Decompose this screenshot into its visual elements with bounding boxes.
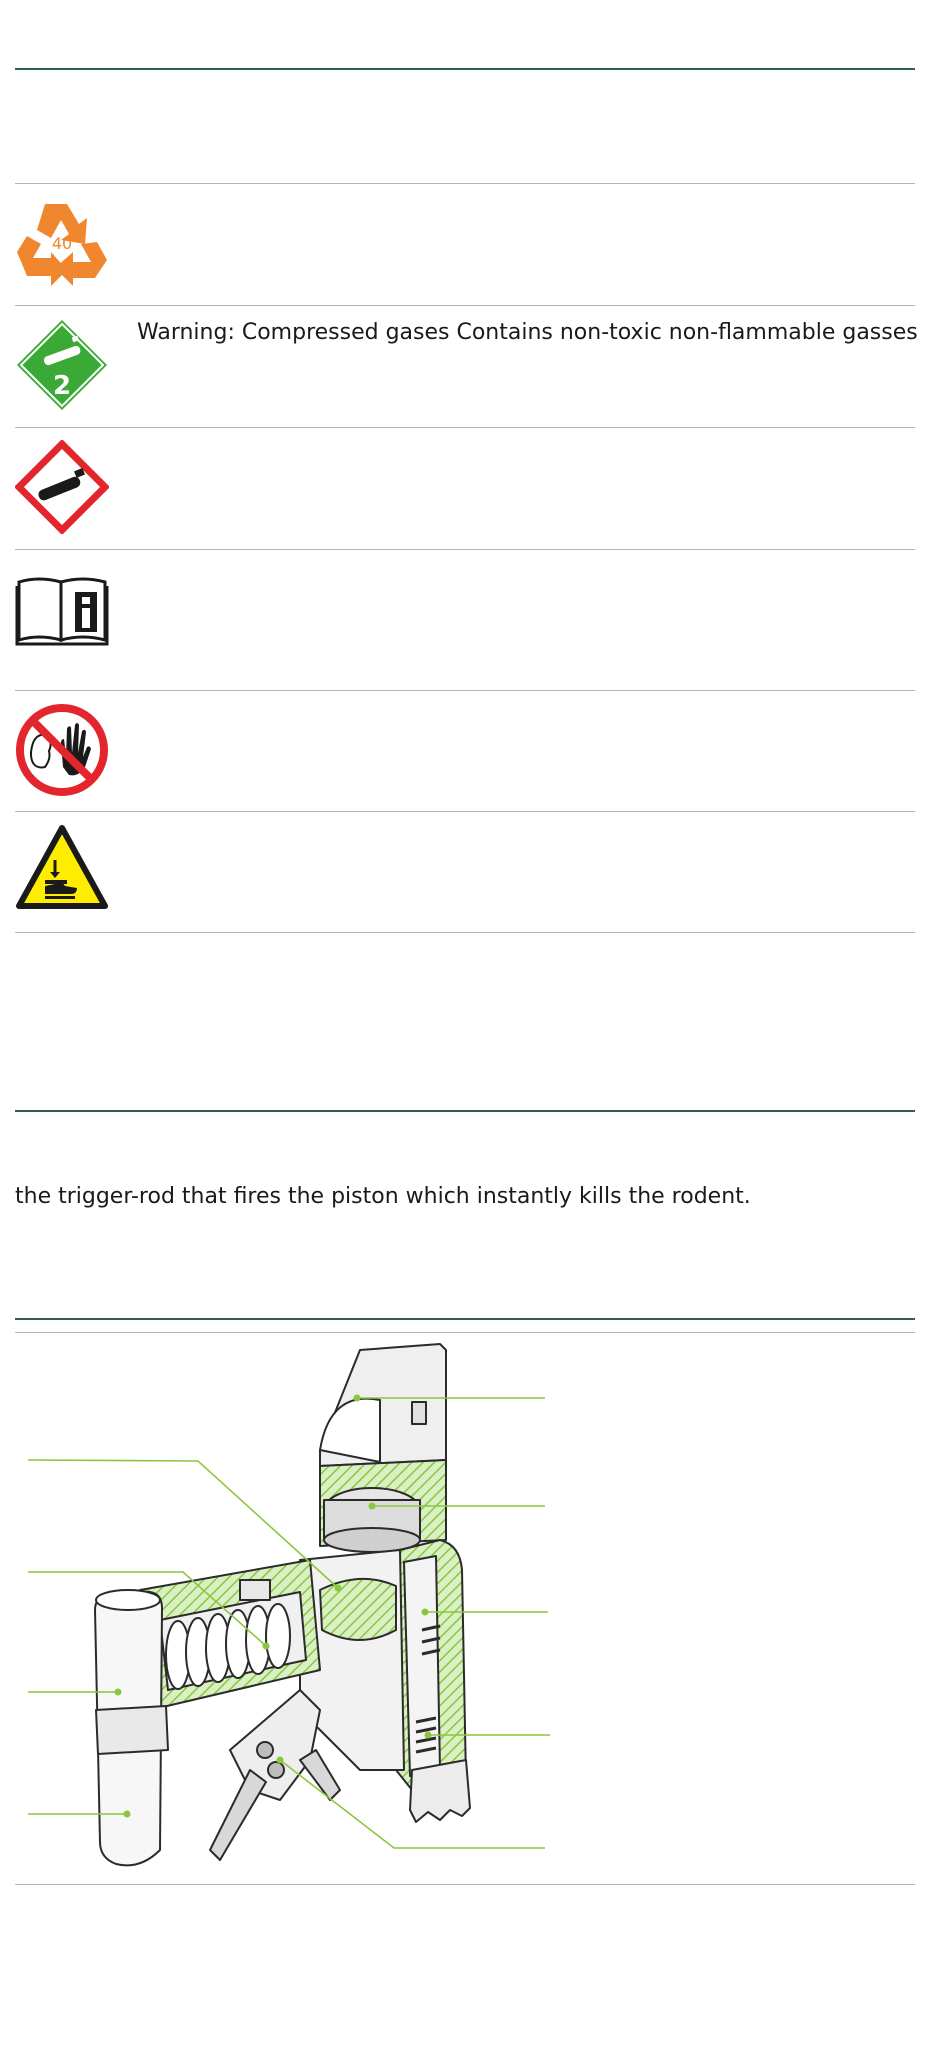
symbol-row-divider: [15, 549, 915, 550]
description-text: the trigger-rod that fires the piston which instantly kills the rodent.: [15, 1184, 751, 1209]
symbol-table-top-rule: [15, 183, 915, 184]
symbol-row-divider: [15, 811, 915, 812]
recycle-number: 40: [51, 234, 73, 253]
compressed-gas-class2-icon: [15, 318, 109, 416]
symbol-row-divider: [15, 427, 915, 428]
section-divider: [15, 1110, 915, 1112]
symbol-table-bottom-rule: [15, 932, 915, 933]
gas-class-number: 2: [52, 371, 72, 401]
symbol-row-divider: [15, 690, 915, 691]
ghs-gas-cylinder-icon: [15, 440, 109, 538]
diagram-top-divider: [15, 1318, 915, 1320]
read-manual-icon: [15, 572, 109, 650]
top-divider: [15, 68, 915, 70]
no-hand-access-icon: [15, 703, 109, 801]
compressed-gas-warning-text: Warning: Compressed gases Contains non-toxic non-flammable gasses: [137, 320, 918, 345]
trap-cutaway-illustration: [0, 1330, 950, 1890]
symbol-row-divider: [15, 305, 915, 306]
hand-crush-warning-icon: [15, 824, 109, 914]
recycle-icon: [15, 196, 109, 294]
